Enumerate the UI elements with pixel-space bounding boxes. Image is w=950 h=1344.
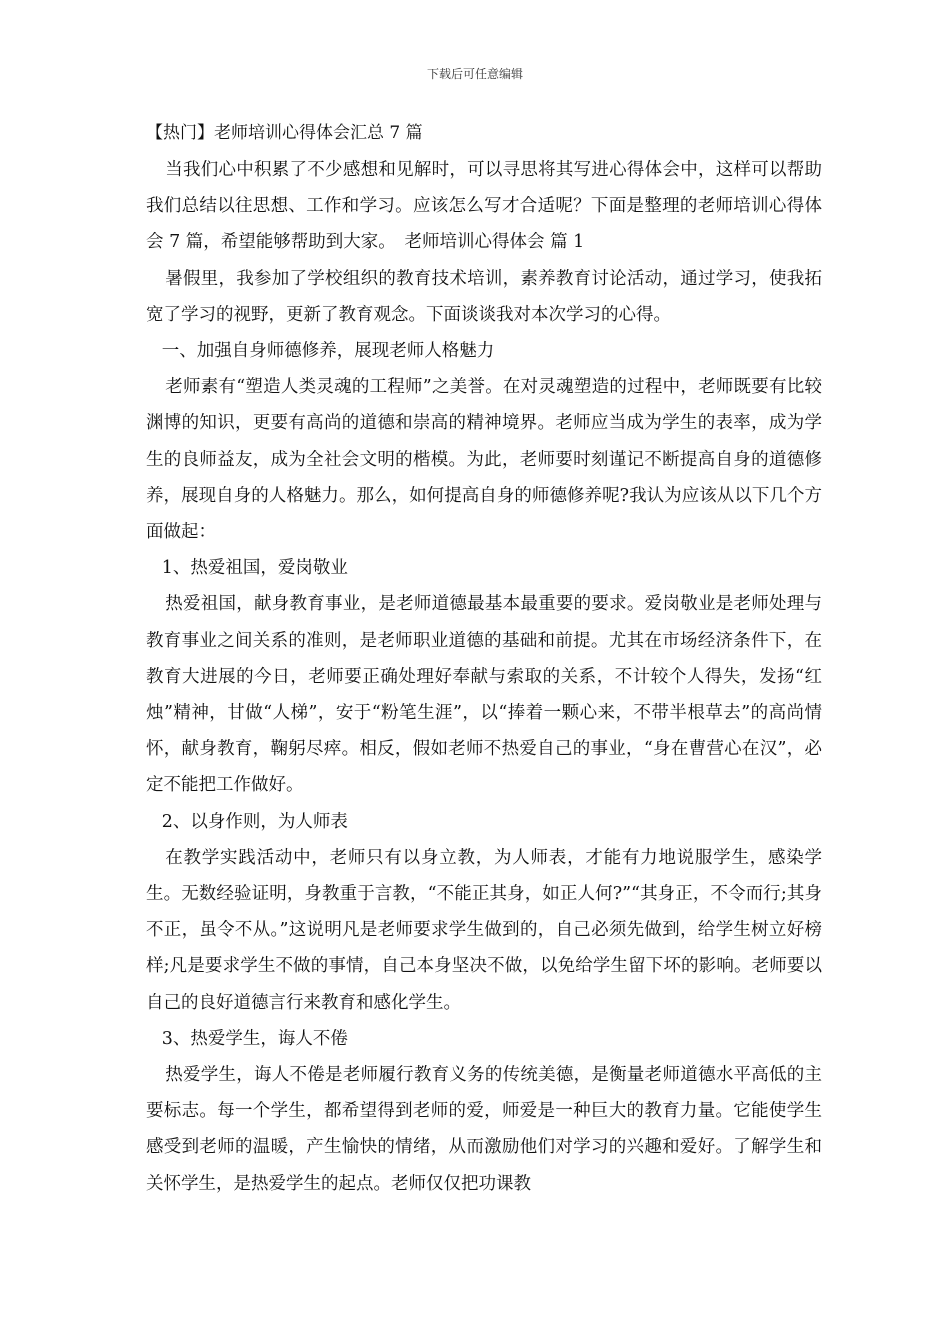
body-paragraph: 老师素有“塑造人类灵魂的工程师”之美誉。在对灵魂塑造的过程中，老师既要有比较渊博的知识，更要有高尚的道德和崇高的精神境界。老师应当成为学生的表率，成为学生的良师益友，成为全社会文明的楷模。为此，老师要时刻谨记不断提高自身的道德修养，展现自身的人格魅力。那么，如何提高自身的师德修养呢?我认为应该从以下几个方面做起：: [146, 377, 822, 543]
body-paragraph: 热爱学生，诲人不倦是老师履行教育义务的传统美德，是衡量老师道德水平高低的主要标志。每一个学生，都希望得到老师的爱，师爱是一种巨大的教育力量。它能使学生感受到老师的温暖，产生愉快的情绪，从而激励他们对学习的兴趣和爱好。了解学生和关怀学生，是热爱学生的起点。老师仅仅把功课教: [146, 1065, 822, 1194]
intro-paragraph: 当我们心中积累了不少感想和见解时，可以寻思将其写进心得体会中，这样可以帮助我们总结以往思想、工作和学习。应该怎么写才合适呢？下面是整理的老师培训心得体会 7 篇，希望能够帮助到大家。 老师培训心得体会 篇 1: [146, 160, 822, 253]
subsection-heading: 3、热爱学生，诲人不倦: [161, 1028, 348, 1049]
body-paragraph: 在教学实践活动中，老师只有以身立教，为人师表，才能有力地说服学生，感染学生。无数经验证明，身教重于言教，“不能正其身，如正人何?”“其身正，不令而行;其身不正，虽令不从。”这说明凡是老师要求学生做到的，自己必须先做到，给学生树立好榜样;凡是要求学生不做的事情，自己本身坚决不做，以免给学生留下坏的影响。老师要以自己的良好道德言行来教育和感化学生。: [146, 847, 822, 1013]
section-heading: 一、加强自身师德修养，展现老师人格魅力: [161, 341, 495, 362]
subsection-heading: 1、热爱祖国，爱岗敬业: [161, 558, 348, 579]
page-header-note: 下载后可任意编辑: [426, 67, 523, 81]
document-title: 【热门】老师培训心得体会汇总 7 篇: [146, 123, 423, 143]
subsection-heading: 2、以身作则，为人师表: [161, 811, 348, 832]
body-paragraph: 热爱祖国，献身教育事业，是老师道德最基本最重要的要求。爱岗敬业是老师处理与教育事业之间关系的准则，是老师职业道德的基础和前提。尤其在市场经济条件下，在教育大进展的今日，老师要正确处理好奉献与索取的关系，不计较个人得失，发扬“红烛”精神，甘做“人梯”，安于“粉笔生涯”，以“捧着一颗心来，不带半根草去”的高尚情怀，献身教育，鞠躬尽瘁。相反，假如老师不热爱自己的事业，“身在曹营心在汉”，必定不能把工作做好。: [146, 594, 822, 796]
document-body: [146, 118, 822, 1202]
body-paragraph: 暑假里，我参加了学校组织的教育技术培训，素养教育讨论活动，通过学习，使我拓宽了学习的视野，更新了教育观念。下面谈谈我对本次学习的心得。: [146, 268, 822, 325]
